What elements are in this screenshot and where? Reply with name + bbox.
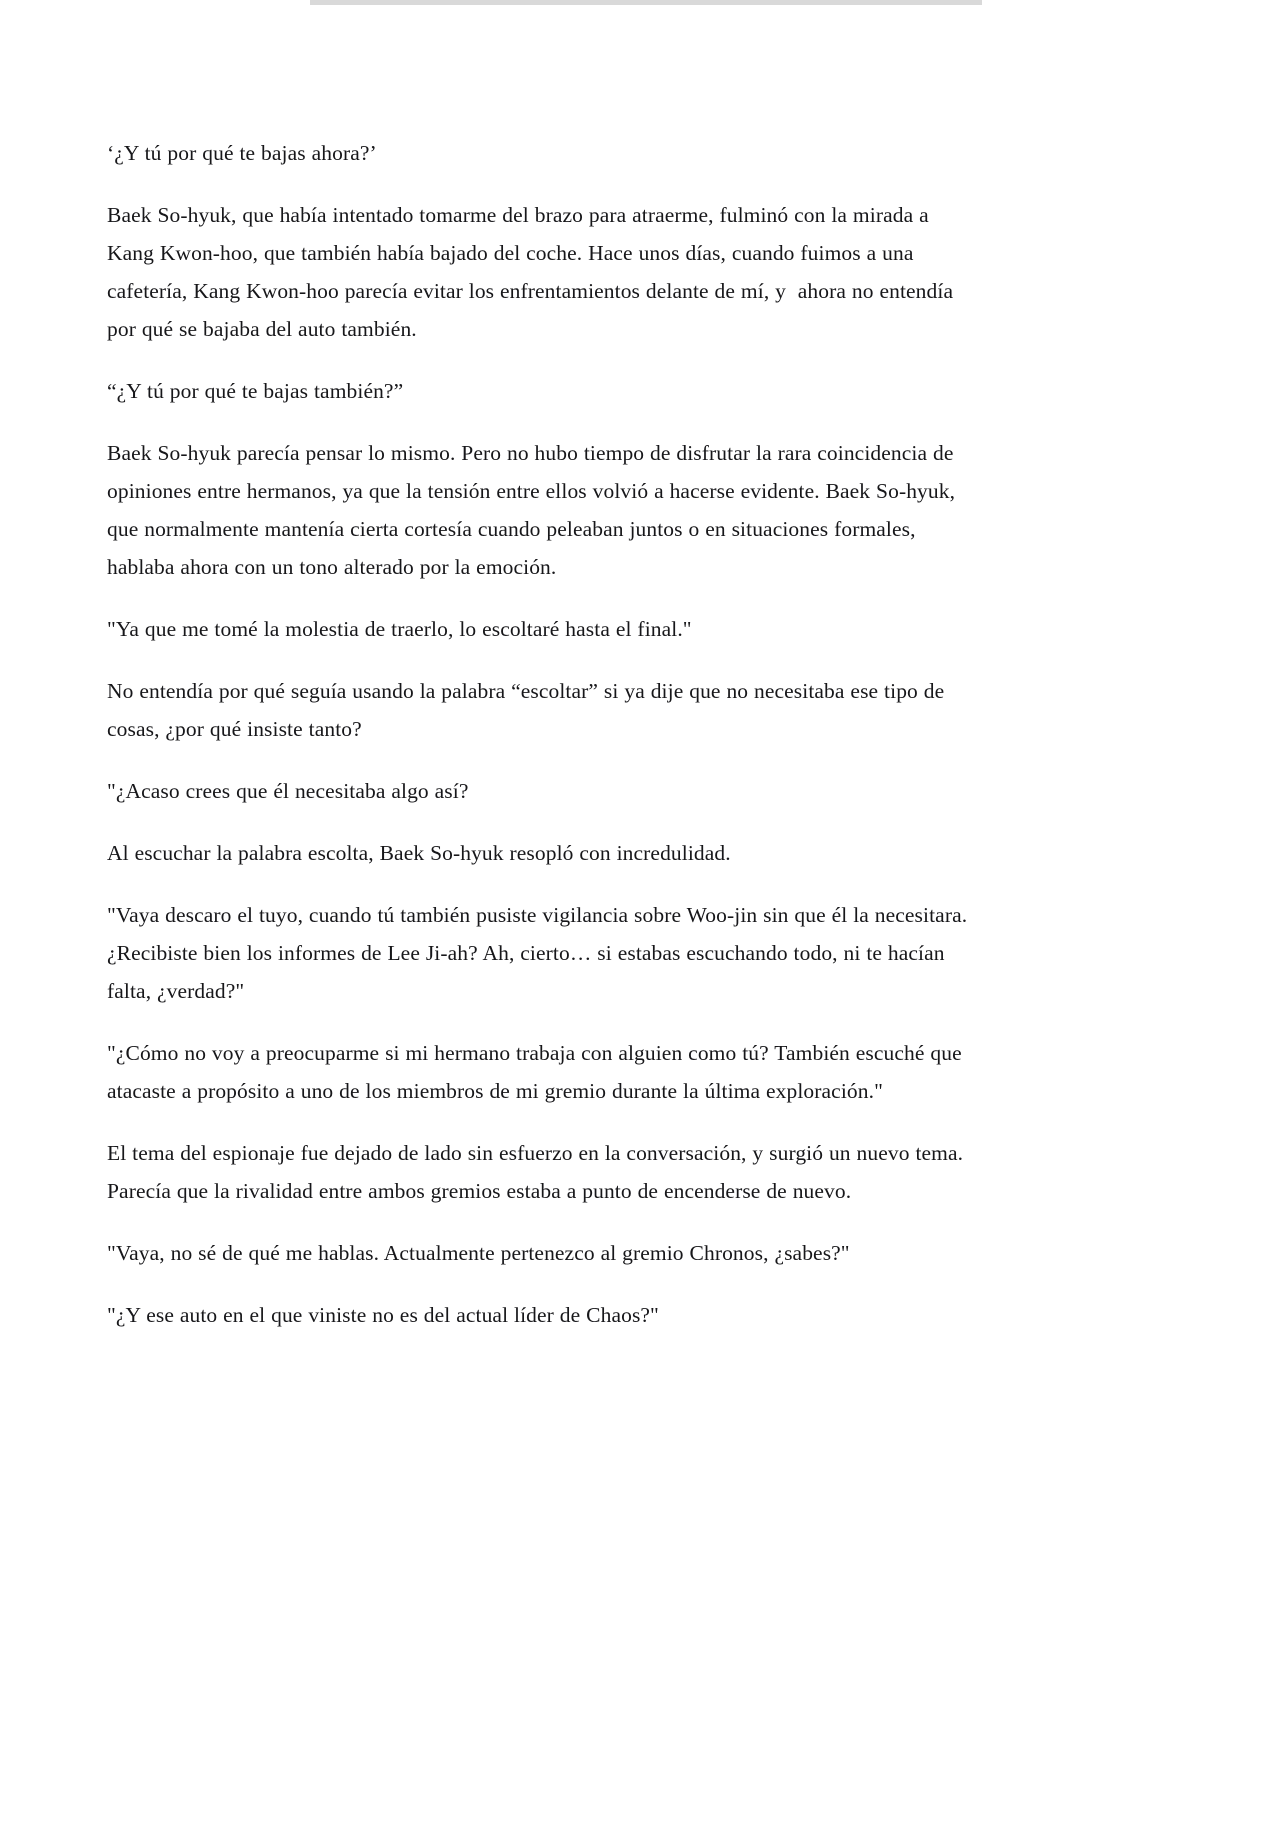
page-top-edge-bar <box>310 0 982 5</box>
paragraph: Al escuchar la palabra escolta, Baek So-hyuk resopló con incredulidad. <box>107 841 731 865</box>
paragraph: ‘¿Y tú por qué te bajas ahora?’ <box>107 141 377 165</box>
paragraph: Baek So-hyuk, que había intentado tomarme del brazo para atraerme, fulminó con la mirada a Kang Kwon-hoo, que también había bajado del coche. Hace unos días, cuando fuimos a una cafetería, Kang Kwon-hoo parecía evitar los enfrentamientos delante de mí, y ahora no entendía por qué se bajaba del auto también. <box>107 203 959 341</box>
paragraph: "Ya que me tomé la molestia de traerlo, lo escoltaré hasta el final." <box>107 617 692 641</box>
document-body <box>107 134 979 1334</box>
paragraph: "Vaya, no sé de qué me hablas. Actualmente pertenezco al gremio Chronos, ¿sabes?" <box>107 1241 850 1265</box>
paragraph: No entendía por qué seguía usando la palabra “escoltar” si ya dije que no necesitaba ese tipo de cosas, ¿por qué insiste tanto? <box>107 679 951 741</box>
paragraph: El tema del espionaje fue dejado de lado sin esfuerzo en la conversación, y surgió un nuevo tema. Parecía que la rivalidad entre ambos gremios estaba a punto de encenderse de nuevo. <box>107 1141 969 1203</box>
paragraph: "¿Cómo no voy a preocuparme si mi hermano trabaja con alguien como tú? También escuché que atacaste a propósito a uno de los miembros de mi gremio durante la última exploración." <box>107 1041 968 1103</box>
paragraph: “¿Y tú por qué te bajas también?” <box>107 379 404 403</box>
paragraph: Baek So-hyuk parecía pensar lo mismo. Pero no hubo tiempo de disfrutar la rara coincidencia de opiniones entre hermanos, ya que la tensión entre ellos volvió a hacerse evidente. Baek So-hyuk, que normalmente mantenía cierta cortesía cuando peleaban juntos o en situaciones formales, hablaba ahora con un tono alterado por la emoción. <box>107 441 961 579</box>
paragraph: "¿Y ese auto en el que viniste no es del actual líder de Chaos?" <box>107 1303 659 1327</box>
paragraph: "¿Acaso crees que él necesitaba algo así? <box>107 779 469 803</box>
paragraph: "Vaya descaro el tuyo, cuando tú también pusiste vigilancia sobre Woo-jin sin que él la necesitara. ¿Recibiste bien los informes de Lee Ji-ah? Ah, cierto… si estabas escuchando todo, ni te hacían falta, ¿verdad?" <box>107 903 974 1003</box>
